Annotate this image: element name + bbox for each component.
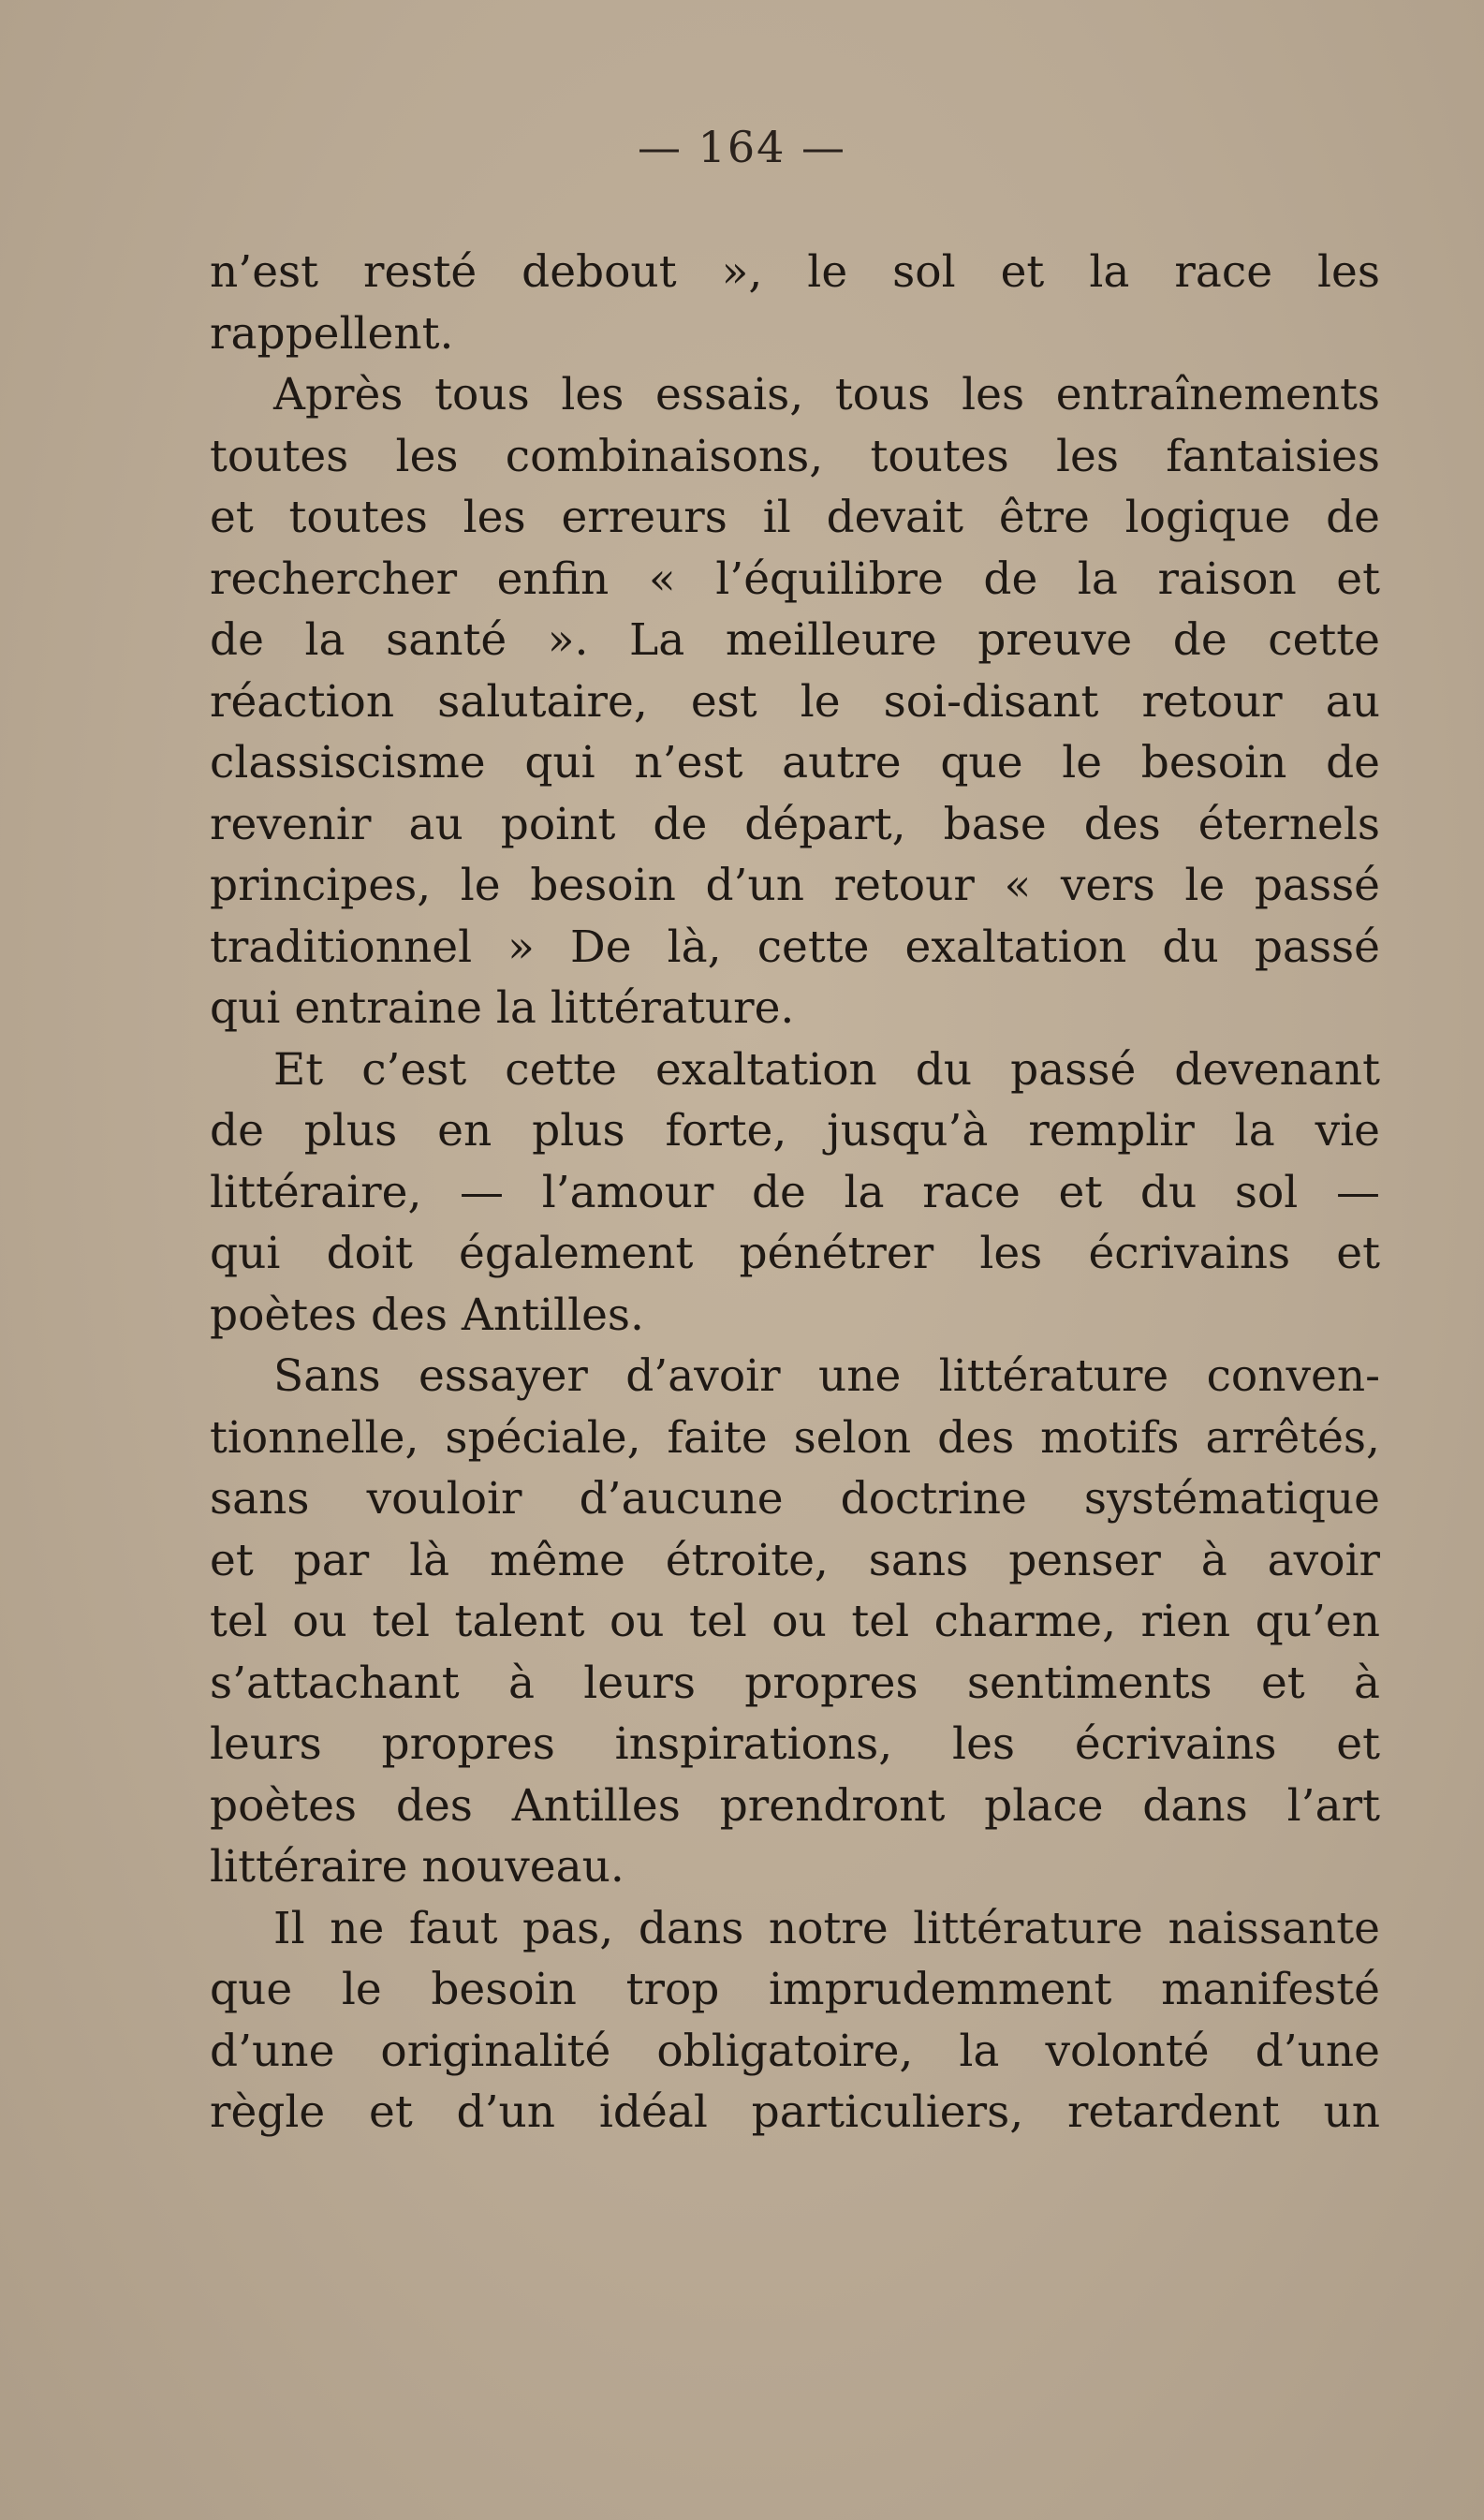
paragraph [210, 1346, 1380, 1898]
text-line: classiscisme qui n’est autre que le besoin de [210, 737, 1380, 788]
paragraph [210, 1898, 1380, 2144]
text-line: de la santé ». La meilleure preuve de cette [210, 614, 1380, 666]
text-line: et par là même étroite, sans penser à avoir [210, 1534, 1380, 1586]
text-line: d’une originalité obligatoire, la volonté d’une [210, 2025, 1380, 2077]
text-line: réaction salutaire, est le soi-disant retour au [210, 675, 1380, 728]
text-line: qui entraine la littérature. [210, 982, 795, 1034]
text-line: rechercher enfin « l’équilibre de la raison et [210, 553, 1380, 605]
text-line: et toutes les erreurs il devait être logique de [210, 492, 1380, 543]
text-line: que le besoin trop imprudemment manifesté [210, 1964, 1380, 2015]
text-line: littéraire nouveau. [210, 1841, 624, 1893]
paragraph [210, 1039, 1380, 1347]
text-line: Et c’est cette exaltation du passé devenant [273, 1043, 1380, 1096]
text-line: poètes des Antilles. [210, 1289, 644, 1341]
page-number: — 164 — [637, 122, 847, 172]
text-line: revenir au point de départ, base des éternels [210, 798, 1380, 850]
text-line: s’attachant à leurs propres sentiments et à [210, 1657, 1380, 1709]
text-line: principes, le besoin d’un retour « vers le passé [210, 860, 1380, 911]
paragraph [210, 364, 1380, 1039]
body-text [210, 242, 1380, 2144]
text-line: traditionnel » De là, cette exaltation du passé [210, 921, 1380, 973]
text-line: Sans essayer d’avoir une littérature conven- [273, 1350, 1380, 1402]
paragraph [210, 242, 1380, 364]
text-line: rappellent. [210, 307, 454, 360]
text-line: qui doit également pénétrer les écrivains et [210, 1228, 1380, 1279]
text-line: leurs propres inspirations, les écrivains et [210, 1718, 1380, 1770]
text-line: toutes les combinaisons, toutes les fantaisies [210, 430, 1380, 482]
text-line: de plus en plus forte, jusqu’à remplir la vie [210, 1105, 1380, 1157]
text-line: Il ne faut pas, dans notre littérature naissante [273, 1902, 1380, 1954]
text-line: tionnelle, spéciale, faite selon des motifs arrêtés, [210, 1411, 1380, 1464]
text-line: poètes des Antilles prendront place dans l’art [210, 1779, 1380, 1832]
text-line: sans vouloir d’aucune doctrine systématique [210, 1473, 1380, 1525]
text-line: n’est resté debout », le sol et la race les [210, 246, 1380, 298]
text-line: Après tous les essais, tous les entraînements [273, 369, 1380, 420]
text-line: tel ou tel talent ou tel ou tel charme, rien qu’en [210, 1596, 1380, 1647]
text-line: règle et d’un idéal particuliers, retardent un [210, 2086, 1380, 2138]
text-line: littéraire, — l’amour de la race et du sol — [210, 1166, 1380, 1218]
